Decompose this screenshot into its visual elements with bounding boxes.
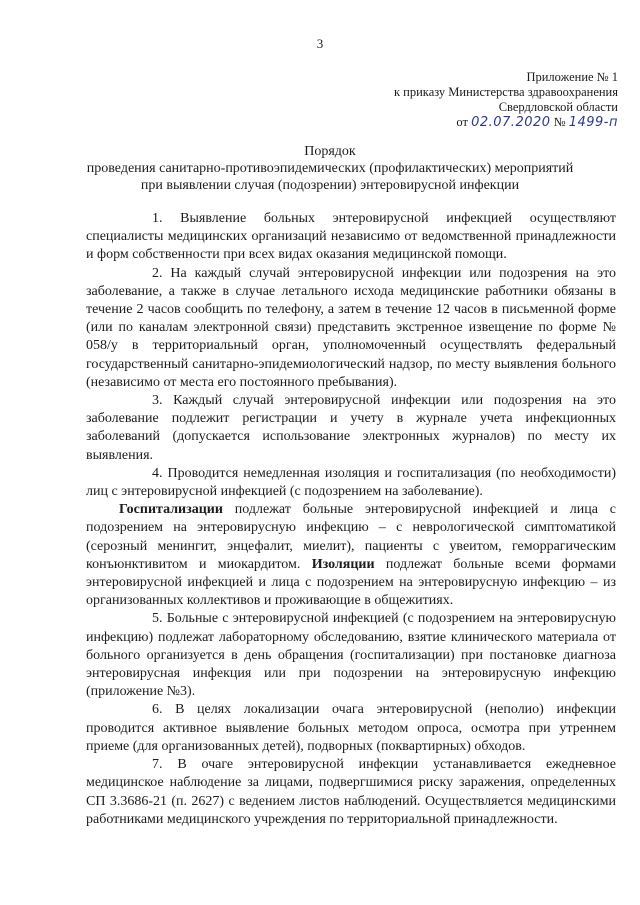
paragraph-text: подлежат больные всеми формами энтеровирусной инфекцией и лица с подозрением на энтеровирусную инфекцию – из организованных коллективов и проживающие в общежитиях. [86,556,616,609]
appendix-order-reference: к приказу Министерства здравоохранения [393,85,618,99]
paragraph-3 [86,392,616,465]
document-body [86,210,616,829]
title-heading: Порядок [304,144,356,159]
paragraph-text: Каждый случай энтеровирусной инфекции или подозрения на это заболевание подлежит регистрации и учету в журнале учета инфекционных заболеваний (допускается использование электронных журналов) по месту их выявления. [86,393,616,463]
appendix-header [298,70,618,130]
page-number: 3 [316,36,324,51]
bold-term-hospitalization: Госпитализации [119,502,223,518]
paragraph-text: Больные с энтеровирусной инфекцией (с подозрением на энтеровирусную инфекцию) подлежат лабораторному обследованию, взятие клинического материала от больного организуется в день обращения (госпитализации) при постановке диагноза энтеровирусная инфекция или при подозрении на энтеровирусную инфекцию (приложение №3). [86,611,616,700]
appendix-region: Свердловской области [498,100,618,114]
document-title [40,143,620,194]
paragraph-7 [86,756,616,829]
bold-term-isolation: Изоляции [311,556,375,572]
paragraph-text: Выявление больных энтеровирусной инфекцией осуществляют специалисты медицинских организаций независимо от ведомственной принадлежности и форм собственности при всех видах оказания медицинской помощи. [86,211,616,263]
order-prefix: от [456,115,468,129]
paragraph-number: 3. [152,393,163,409]
appendix-order-line [298,115,618,130]
paragraph-number: 1. [152,211,163,226]
order-date-handwritten: 02.07.2020 [471,115,551,130]
paragraph-2 [86,265,616,392]
paragraph-number: 4. [152,465,163,481]
paragraph-4-continued [86,501,616,610]
title-subheading-1: проведения санитарно-противоэпидемических (профилактических) мероприятий [86,161,574,176]
paragraph-text: В целях локализации очага энтеровирусной (неполио) инфекции проводится активное выявление больных методом опроса, осмотра при утреннем приеме (для организованных детей), подворных (поквартирных) обходов. [86,702,616,754]
order-number-handwritten: 1499-п [568,115,618,130]
paragraph-number: 7. [152,757,163,773]
paragraph-number: 2. [152,265,163,281]
paragraph-number: 5. [152,611,163,627]
order-number-sign: № [553,115,566,129]
paragraph-number: 6. [152,702,163,718]
paragraph-6 [86,701,616,756]
appendix-title: Приложение № 1 [526,70,618,84]
paragraph-4 [86,465,616,501]
title-subheading-2: при выявлении случая (подозрении) энтеровирусной инфекции [140,178,520,193]
paragraph-5 [86,610,616,701]
paragraph-text: В очаге энтеровирусной инфекции устанавливается ежедневное медицинское наблюдение за лицами, подвергшимися риску заражения, определенных СП 3.3686-21 (п. 2627) с ведением листов наблюдений. Осуществляется медицинскими работниками медицинского учреждения по территориальной принадлежности. [86,757,617,827]
paragraph-1 [86,210,616,265]
paragraph-text: подлежат больные энтеровирусной инфекцией и лица с подозрением на энтеровирусную инфекцию – с неврологической симптоматикой (серозный менингит, энцефалит, миелит), пациенты с увеитом, геморрагическим конъюнктивитом и миокардитом. [86,502,616,572]
paragraph-text: На каждый случай энтеровирусной инфекции или подозрения на это заболевание, а также в случае летального исхода медицинские работники обязаны в течение 2 часов сообщить по телефону, а затем в течение 12 часов в письменной форме (или по каналам электронной связи) представить экстренное извещение по форме № 058/у в территориальный орган, уполномоченный осуществлять федеральный государственный санитарно-эпидемиологический надзор, по месту выявления больного (независимо от места его постоянного пребывания). [86,265,617,390]
paragraph-text: Проводится немедленная изоляция и госпитализация (по необходимости) лиц с энтеровирусной инфекцией (с подозрением на заболевание). [86,465,617,500]
